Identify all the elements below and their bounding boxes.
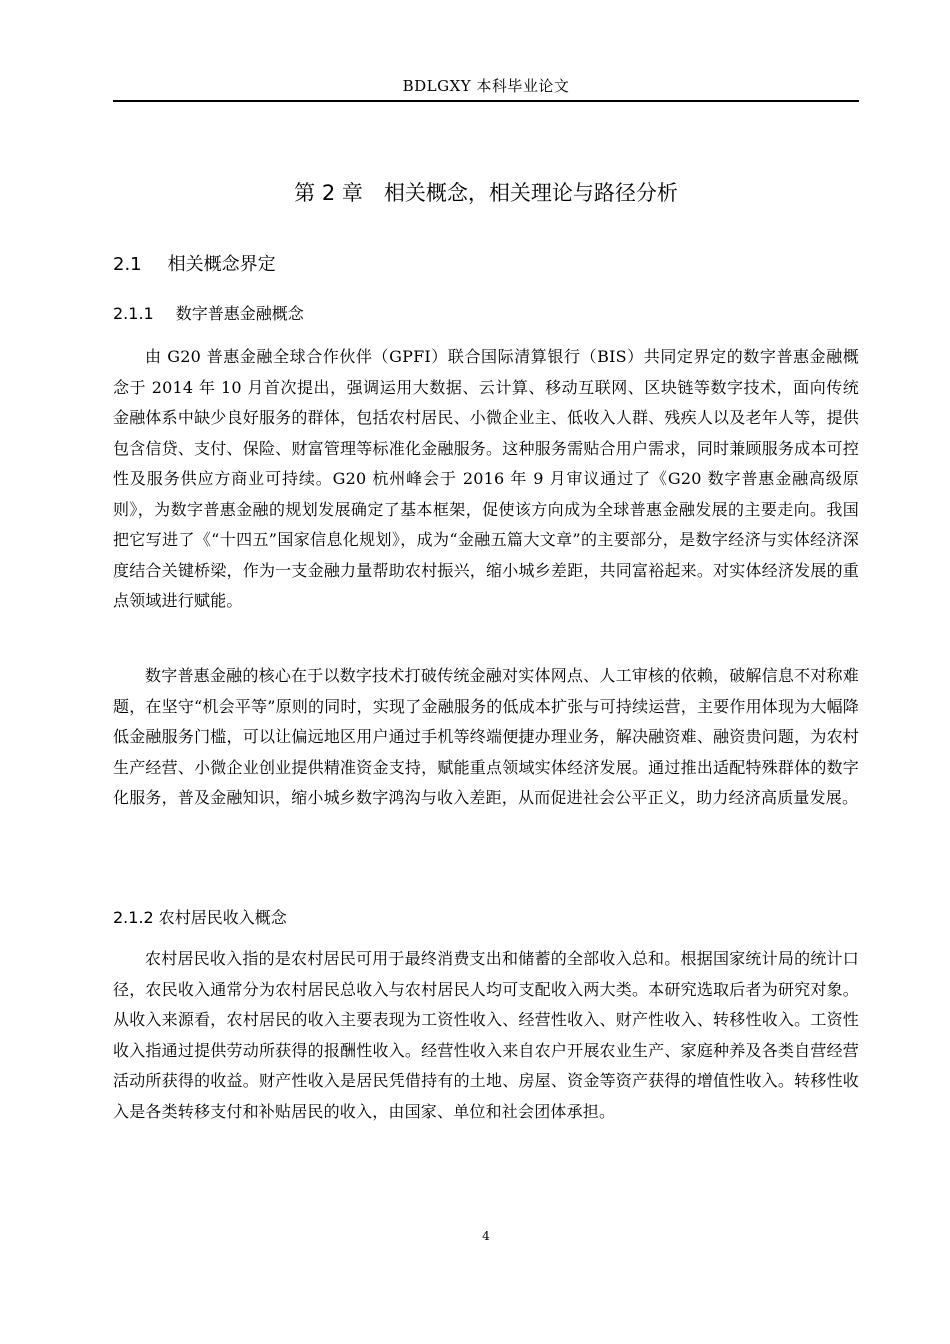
chapter-title: 第 2 章 相关概念，相关理论与路径分析 <box>294 181 678 205</box>
subsection-number: 2.1.2 <box>113 908 154 927</box>
section-heading-2-1-1 <box>113 302 304 326</box>
section-heading-2-1 <box>113 252 276 278</box>
subsection-title: 数字普惠金融概念 <box>175 304 304 323</box>
section-heading-2-1-2 <box>113 906 287 930</box>
page-number: 4 <box>482 1229 490 1243</box>
subsection-title: 农村居民收入概念 <box>158 908 287 927</box>
paragraph: 由 G20 普惠金融全球合作伙伴（GPFI）联合国际清算银行（BIS）共同定界定的数字普惠金融概念于 2014 年 10 月首次提出，强调运用大数据、云计算、移动互联网、区块链等数字技术，面向传统金融体系中缺少良好服务的群体，包括农村居民、小微企业主、低收入人群、残疾人以及老年人等，提供包含信贷、支付、保险、财富管理等标准化金融服务。这种服务需贴合用户需求，同时兼顾服务成本可控性及服务供应方商业可持续。G20 杭州峰会于 2016 年 9 月审议通过了《G20 数字普惠金融高级原则》，为数字普惠金融的规划发展确定了基本框架，促使该方向成为全球普惠金融发展的主要走向。我国把它写进了《“十四五”国家信息化规划》，成为“金融五篇大文章”的主要部分，是数字经济与实体经济深度结合关键桥梁，作为一支金融力量帮助农村振兴，缩小城乡差距，共同富裕起来。对实体经济发展的重点领域进行赋能。 <box>113 347 859 610</box>
section-title: 相关概念界定 <box>167 254 276 275</box>
running-header: BDLGXY 本科毕业论文 <box>402 77 570 95</box>
subsection-number: 2.1.1 <box>113 304 154 323</box>
paragraph: 农村居民收入指的是农村居民可用于最终消费支出和储蓄的全部收入总和。根据国家统计局的统计口径，农民收入通常分为农村居民总收入与农村居民人均可支配收入两大类。本研究选取后者为研究对象。从收入来源看，农村居民的收入主要表现为工资性收入、经营性收入、财产性收入、转移性收入。工资性收入指通过提供劳动所获得的报酬性收入。经营性收入来自农户开展农业生产、家庭种养及各类自营经营活动所获得的收益。财产性收入是居民凭借持有的土地、房屋、资金等资产获得的增值性收入。转移性收入是各类转移支付和补贴居民的收入，由国家、单位和社会团体承担。 <box>113 949 859 1121</box>
paragraph: 数字普惠金融的核心在于以数字技术打破传统金融对实体网点、人工审核的依赖，破解信息不对称难题，在坚守“机会平等”原则的同时，实现了金融服务的低成本扩张与可持续运营，主要作用体现为大幅降低金融服务门槛，可以让偏远地区用户通过手机等终端便捷办理业务，解决融资难、融资贵问题，为农村生产经营、小微企业创业提供精准资金支持，赋能重点领域实体经济发展。通过推出适配特殊群体的数字化服务，普及金融知识，缩小城乡数字鸿沟与收入差距，从而促进社会公平正义，助力经济高质量发展。 <box>113 666 859 807</box>
section-number: 2.1 <box>113 254 142 275</box>
header-rule <box>113 100 859 102</box>
